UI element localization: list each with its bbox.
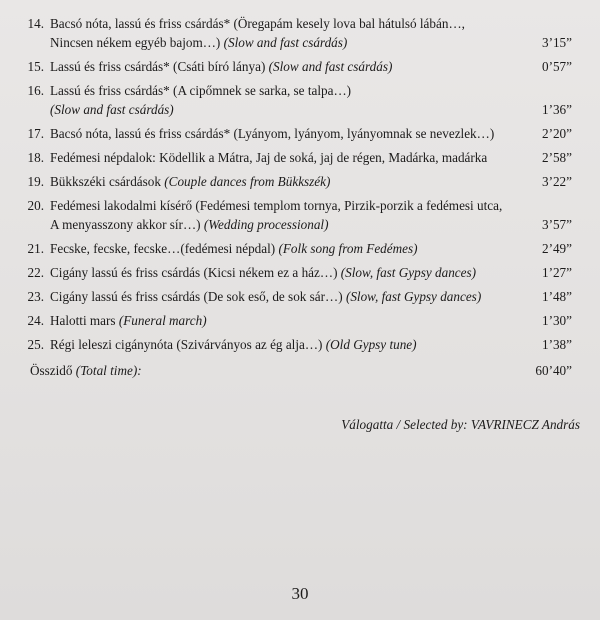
track-duration: 1’36” bbox=[541, 102, 572, 117]
track-title-hungarian: Cigány lassú és friss csárdás (De sok eső, de sok sár…) bbox=[50, 289, 343, 304]
track-number: 15. bbox=[27, 59, 44, 74]
track-number: 14. bbox=[27, 16, 44, 31]
total-time-duration: 60’40” bbox=[535, 363, 572, 378]
track-number: 23. bbox=[27, 289, 44, 304]
track-number: 16. bbox=[27, 83, 44, 98]
track-title bbox=[50, 81, 351, 100]
track-duration: 3’15” bbox=[541, 35, 572, 50]
track-title-english: (Slow and fast csárdás) bbox=[268, 59, 393, 74]
track-title-hungarian: Halotti mars bbox=[50, 313, 116, 328]
track-duration: 2’20” bbox=[541, 126, 572, 141]
track-number: 19. bbox=[27, 174, 44, 189]
track-line bbox=[20, 57, 572, 76]
track-line bbox=[20, 172, 572, 191]
track-title-hungarian: Nincsen nékem egyéb bajom…) bbox=[50, 35, 221, 50]
track-title-hungarian: Bacsó nóta, lassú és friss csárdás* (Lyányom, lyányom, lyányomnak se nevezlek…) bbox=[50, 126, 495, 141]
track-duration: 1’30” bbox=[541, 313, 572, 328]
track-title bbox=[50, 57, 392, 76]
track-title bbox=[50, 14, 465, 33]
track-number: 22. bbox=[27, 265, 44, 280]
track-title-english: (Funeral march) bbox=[118, 313, 207, 328]
track-title bbox=[50, 148, 487, 167]
track-item bbox=[20, 57, 572, 76]
track-item bbox=[20, 14, 572, 52]
track-line bbox=[20, 311, 572, 330]
track-duration: 2’49” bbox=[541, 241, 572, 256]
track-line bbox=[20, 100, 572, 119]
total-label-hungarian: Összidő bbox=[30, 363, 73, 378]
track-list bbox=[20, 14, 572, 380]
total-time-label bbox=[30, 361, 142, 380]
track-line bbox=[20, 239, 572, 258]
track-number: 25. bbox=[27, 337, 44, 352]
track-item bbox=[20, 124, 572, 143]
track-item bbox=[20, 263, 572, 282]
track-line bbox=[20, 263, 572, 282]
track-title-hungarian: Lassú és friss csárdás* (Csáti bíró lánya) bbox=[50, 59, 266, 74]
track-title-hungarian: Bacsó nóta, lassú és friss csárdás* (Öregapám kesely lova bal hátulsó lábán…, bbox=[50, 16, 465, 31]
track-title-english: (Wedding processional) bbox=[203, 217, 329, 232]
track-item bbox=[20, 172, 572, 191]
track-line bbox=[20, 14, 572, 33]
track-title-english: (Slow, fast Gypsy dances) bbox=[345, 289, 482, 304]
track-title-english: (Slow and fast csárdás) bbox=[223, 35, 348, 50]
track-line bbox=[20, 287, 572, 306]
track-title-hungarian: Régi leleszi cigánynóta (Szivárványos az ég alja…) bbox=[50, 337, 323, 352]
track-title bbox=[50, 100, 174, 119]
track-title-english: (Folk song from Fedémes) bbox=[278, 241, 418, 256]
track-duration: 2’58” bbox=[541, 150, 572, 165]
track-item bbox=[20, 81, 572, 119]
track-line bbox=[20, 215, 572, 234]
track-title-english: (Slow, fast Gypsy dances) bbox=[340, 265, 477, 280]
track-title bbox=[50, 196, 502, 215]
selected-by-credit: Válogatta / Selected by: VAVRINECZ András bbox=[341, 417, 580, 432]
track-title-hungarian: Bükkszéki csárdások bbox=[50, 174, 161, 189]
track-duration: 1’48” bbox=[541, 289, 572, 304]
track-number: 17. bbox=[27, 126, 44, 141]
track-title-english: (Couple dances from Bükkszék) bbox=[164, 174, 331, 189]
track-line bbox=[20, 81, 572, 100]
track-title-hungarian: Fedémesi lakodalmi kísérő (Fedémesi templom tornya, Pirzik-porzik a fedémesi utca, bbox=[50, 198, 503, 213]
track-title bbox=[50, 287, 481, 306]
track-line bbox=[20, 33, 572, 52]
track-title-hungarian: Fedémesi népdalok: Ködellik a Mátra, Jaj de soká, jaj de régen, Madárka, madárka bbox=[50, 150, 488, 165]
total-label-english: (Total time): bbox=[75, 363, 142, 378]
track-line bbox=[20, 124, 572, 143]
total-time-row bbox=[20, 361, 572, 380]
track-title-hungarian: A menyasszony akkor sír…) bbox=[50, 217, 201, 232]
track-duration: 1’38” bbox=[541, 337, 572, 352]
track-title bbox=[50, 239, 418, 258]
track-number: 21. bbox=[27, 241, 44, 256]
track-duration: 3’22” bbox=[541, 174, 572, 189]
track-item bbox=[20, 196, 572, 234]
track-title bbox=[50, 124, 494, 143]
track-title-hungarian: Cigány lassú és friss csárdás (Kicsi nékem ez a ház…) bbox=[50, 265, 338, 280]
track-number: 20. bbox=[27, 198, 44, 213]
track-title bbox=[50, 172, 330, 191]
track-title bbox=[50, 215, 328, 234]
track-line bbox=[20, 148, 572, 167]
track-title bbox=[50, 335, 417, 354]
track-title-hungarian: Lassú és friss csárdás* (A cipőmnek se sarka, se talpa…) bbox=[50, 83, 352, 98]
track-title bbox=[50, 311, 207, 330]
track-line bbox=[20, 196, 572, 215]
page-number: 30 bbox=[291, 584, 309, 603]
track-number: 24. bbox=[27, 313, 44, 328]
track-item bbox=[20, 335, 572, 354]
track-title bbox=[50, 33, 347, 52]
track-number: 18. bbox=[27, 150, 44, 165]
track-item bbox=[20, 287, 572, 306]
track-item bbox=[20, 148, 572, 167]
track-title-english: (Slow and fast csárdás) bbox=[50, 102, 174, 117]
track-title-hungarian: Fecske, fecske, fecske…(fedémesi népdal) bbox=[50, 241, 276, 256]
track-title-english: (Old Gypsy tune) bbox=[325, 337, 417, 352]
track-duration: 0’57” bbox=[541, 59, 572, 74]
track-item bbox=[20, 311, 572, 330]
track-item bbox=[20, 239, 572, 258]
track-title bbox=[50, 263, 476, 282]
track-duration: 3’57” bbox=[541, 217, 572, 232]
track-line bbox=[20, 335, 572, 354]
track-duration: 1’27” bbox=[541, 265, 572, 280]
